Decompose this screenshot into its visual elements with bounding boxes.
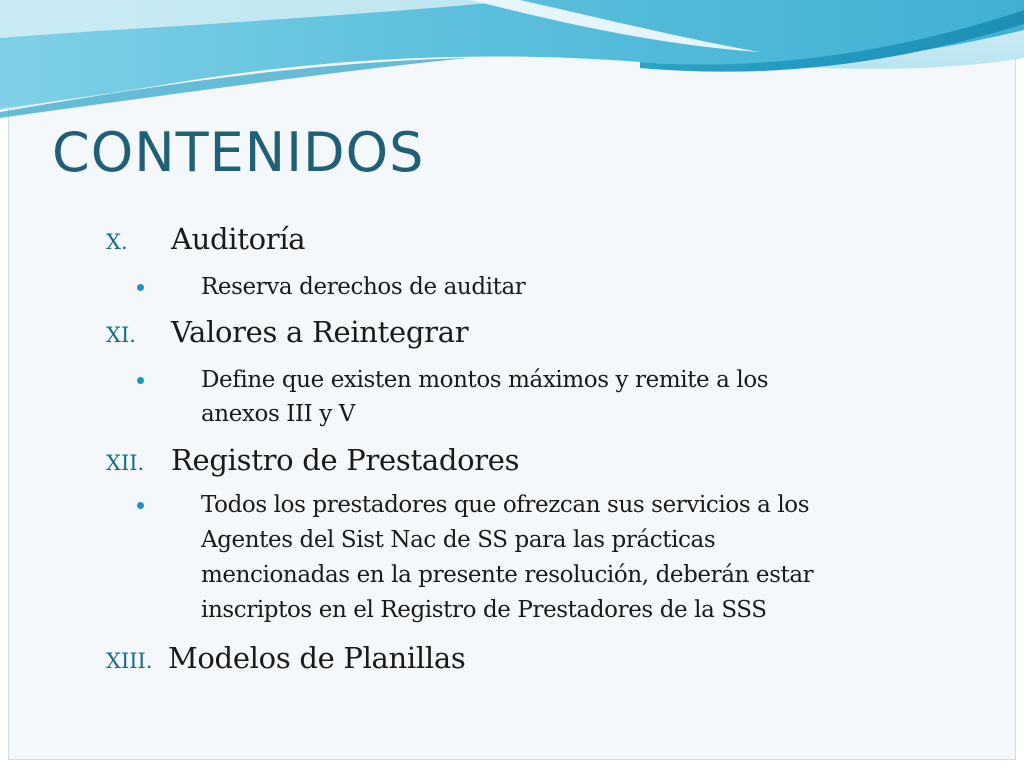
bullet-icon xyxy=(137,284,144,291)
bullet-icon xyxy=(137,377,144,384)
sub-item-text: inscriptos en el Registro de Prestadores de la SSS xyxy=(201,597,767,623)
bullet-icon xyxy=(137,502,144,509)
sub-item-text: mencionadas en la presente resolución, deberán estar xyxy=(201,562,814,588)
item-numeral: XIII. xyxy=(106,649,153,673)
item-label: Modelos de Planillas xyxy=(168,641,466,675)
item-label: Auditoría xyxy=(171,222,306,256)
sub-item-text: Reserva derechos de auditar xyxy=(201,274,526,300)
item-label: Valores a Reintegrar xyxy=(171,315,469,349)
item-numeral: XII. xyxy=(106,451,145,475)
item-label: Registro de Prestadores xyxy=(171,443,520,477)
sub-item-text: Agentes del Sist Nac de SS para las prácticas xyxy=(201,527,716,553)
sub-item-text: anexos III y V xyxy=(201,401,355,427)
item-numeral: X. xyxy=(106,230,128,254)
sub-item-text: Define que existen montos máximos y remite a los xyxy=(201,367,769,393)
slide-title: CONTENIDOS xyxy=(52,121,425,184)
sub-item-text: Todos los prestadores que ofrezcan sus servicios a los xyxy=(201,492,810,518)
item-numeral: XI. xyxy=(106,323,136,347)
